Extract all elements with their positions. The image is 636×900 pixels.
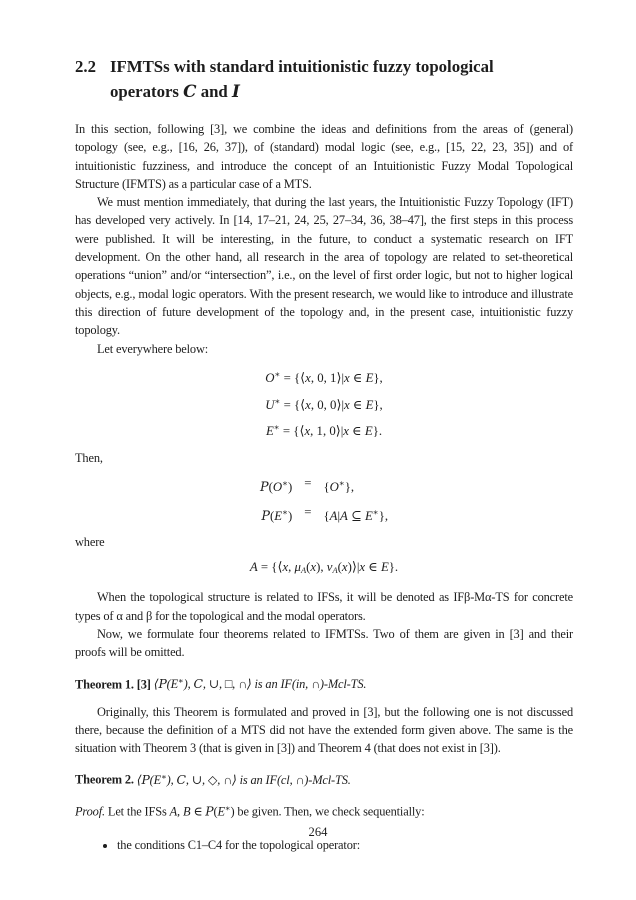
paragraph-intro: In this section, following [3], we combine the ideas and definitions from the areas of (general) topology (see, e.g., [16, 26, 37]), of (standard) modal logic (see, e.g., [15, 22, 23, 35]) and of intuitionistic fuzziness, and introduce the concept of an Intuitionistic Fuzzy Modal Topological Structure (IFMTS) as a particular case of a MTS. [75, 122, 573, 191]
paragraph-originally: Originally, this Theorem is formulated and proved in [3], but the following one is not discussed there, because the definition of a MTS did not have the extended form given above. The same is the situation with Theorem 3 (that is given in [3]) and Theorem 4 (that does not exist in [3]). [75, 704, 573, 756]
section-heading [75, 55, 573, 104]
theorem-1-statement: ⟨P(E∗), C, ∪, □, ∩⟩ is an IF(in, ∩)-Mcl-TS. [153, 675, 367, 692]
text-where: where [75, 535, 105, 550]
equation-powerset-o-rhs: {O∗}, [323, 477, 355, 494]
paragraph-four-theorems: Now, we formulate four theorems related to IFMTSs. Two of them are given in [3] and their proofs will be omitted. [75, 627, 573, 660]
theorem-1-label: Theorem 1. [3] [75, 677, 151, 692]
paragraph-notation: When the topological structure is related to IFSs, it will be denoted as IFβ-Mα-TS for concrete types of α and β for the topological and the modal operators. [75, 590, 573, 623]
section-title-line1: IFMTSs with standard intuitionistic fuzzy topological [109, 57, 494, 76]
paragraph-ift-history: We must mention immediately, that during the last years, the Intuitionistic Fuzzy Topology (IFT) has developed very actively. In [14, 17–21, 24, 25, 27–34, 36, 38–47], the first steps in this process were published. It will be interesting, in the future, to conduct a systematic research on IFT development. On the other hand, all research in the area of topology are related to set-theoretical operations “union” and/or “intersection”, i.e., on the level of first order logic, but not to higher logical objects, e.g., modal logic operators. With the present research, we would like to introduce and illustrate this direction of future development of the topology and, in the present case, intuitionistic fuzzy topology. [75, 195, 573, 338]
equation-powerset-align [260, 474, 388, 527]
equation-ifs-definition-block [75, 556, 573, 582]
section-title-line2: operators C and I [109, 81, 240, 101]
theorem-2-label: Theorem 2. [75, 773, 134, 788]
equation-group-powerset [75, 474, 573, 527]
equals-sign: = [304, 475, 312, 490]
paragraph-let-everywhere: Let everywhere below: [97, 341, 209, 356]
text-then: Then, [75, 451, 103, 466]
theorem-1 [75, 672, 573, 694]
equation-powerset-o-lhs: P(O∗) [259, 477, 293, 495]
section-number: 2.2 [75, 57, 96, 76]
equation-o-star: O∗ = {⟨x, 0, 1⟩|x ∈ E}, [265, 368, 383, 385]
equation-powerset-e-lhs: P(E∗) [261, 507, 293, 525]
proof-paragraph: Proof. Let the IFSs A, B ∈ P(E∗) be given. Then, we check sequentially: [75, 803, 425, 820]
page-number: 264 [308, 825, 328, 839]
equation-u-star: U∗ = {⟨x, 0, 0⟩|x ∈ E}, [265, 395, 383, 412]
list-item-conditions: • the conditions C1–C4 for the topological operator: [117, 836, 573, 854]
theorem-2-statement: ⟨P(E∗), C, ∪, ◇, ∩⟩ is an IF(cl, ∩)-Mcl-TS. [136, 771, 351, 788]
equation-ifs-definition: A = {⟨x, μA(x), νA(x)⟩|x ∈ E}. [249, 560, 399, 576]
section-title [110, 55, 573, 104]
equation-e-star: E∗ = {⟨x, 1, 0⟩|x ∈ E}. [265, 422, 383, 439]
equation-powerset-e-rhs: {A|A ⊆ E∗}, [323, 507, 389, 524]
equals-sign: = [304, 505, 312, 520]
equation-group-sets [75, 363, 573, 443]
theorem-2 [75, 767, 573, 789]
